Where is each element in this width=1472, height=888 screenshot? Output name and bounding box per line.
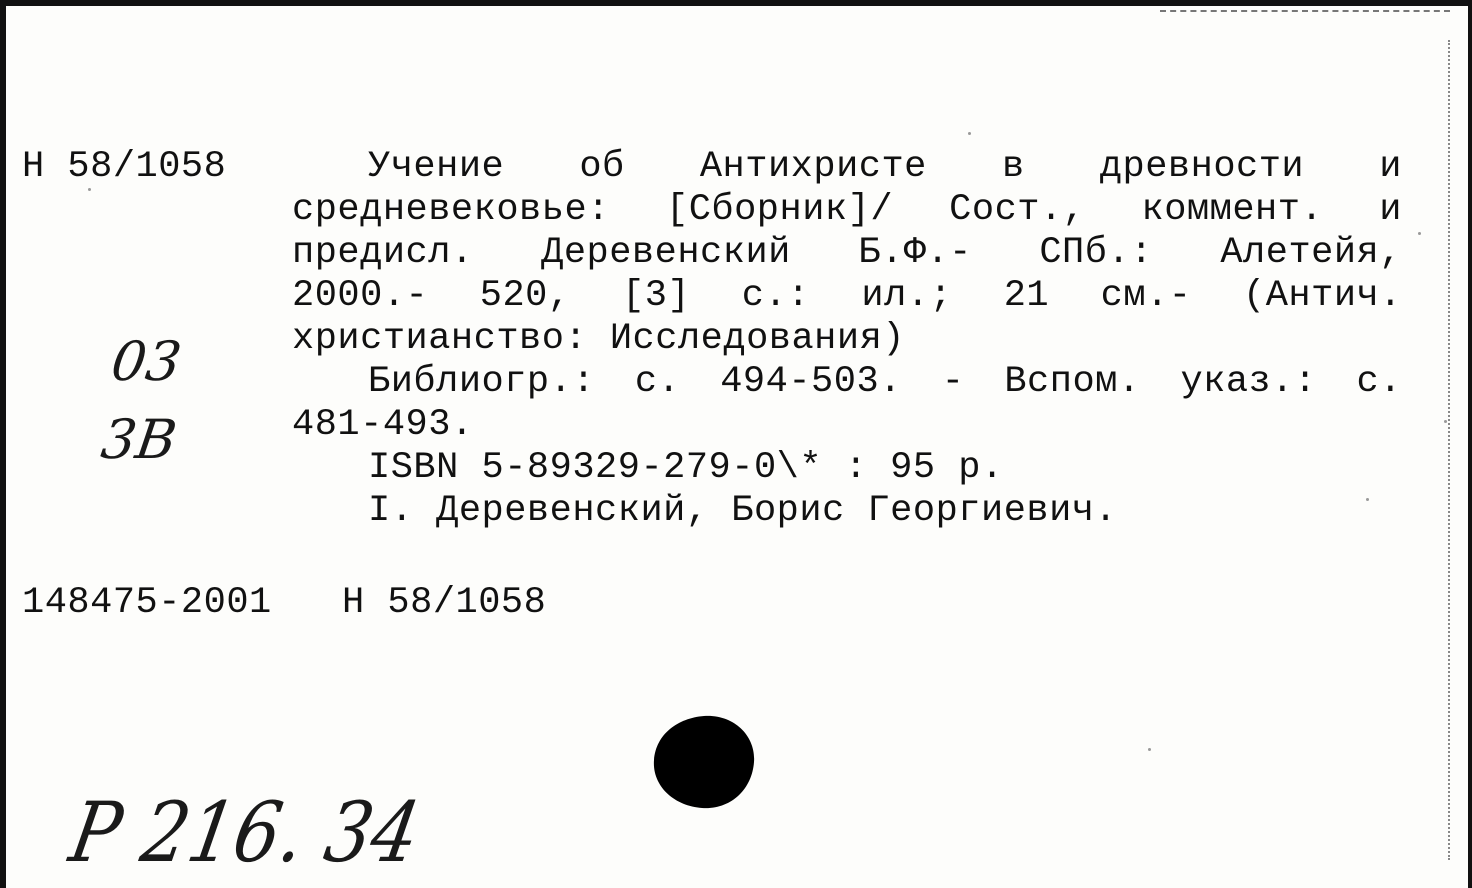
entry-word: ил.; — [861, 275, 953, 317]
entry-line-1 — [292, 146, 1402, 189]
entry-word: 494-503. — [720, 361, 902, 403]
entry-word: [3] — [622, 275, 691, 317]
handwritten-call-number: Р 216. 34 — [63, 783, 427, 881]
entry-word: Сост., — [949, 189, 1086, 231]
paper-speck — [1148, 748, 1151, 751]
isbn-line: ISBN 5-89329-279-0\* : 95 р. — [368, 447, 1004, 489]
dotted-edge-line — [1448, 40, 1450, 860]
bibliography-line-2: 481-493. — [292, 404, 474, 446]
entry-line-4 — [292, 275, 1402, 318]
entry-word: об — [579, 146, 625, 188]
inventory-number: 148475-2001 — [22, 582, 272, 624]
entry-word: - — [941, 361, 965, 403]
entry-word: предисл. — [292, 232, 474, 274]
paper-speck — [1418, 232, 1421, 235]
entry-word: (Антич. — [1243, 275, 1402, 317]
added-entry-line: I. Деревенский, Борис Георгиевич. — [368, 490, 1118, 532]
card-border-right — [1468, 0, 1472, 888]
paper-speck — [88, 188, 91, 191]
entry-line-2 — [292, 189, 1402, 232]
entry-word: и — [1379, 189, 1402, 231]
entry-word: Библиогр.: — [368, 361, 596, 403]
entry-word: с.: — [741, 275, 810, 317]
entry-word: и — [1379, 146, 1402, 188]
entry-word: 21 — [1003, 275, 1050, 317]
entry-word: [Сборник]/ — [665, 189, 894, 231]
entry-line-3 — [292, 232, 1402, 275]
entry-word: коммент. — [1141, 189, 1324, 231]
entry-word: указ.: — [1180, 361, 1317, 403]
paper-speck — [968, 132, 971, 135]
handwritten-mark-3b: 3В — [97, 408, 181, 471]
paper-speck — [1366, 498, 1369, 501]
entry-word: Алетейя, — [1220, 232, 1402, 274]
entry-word: см.- — [1100, 275, 1192, 317]
entry-word: Деревенский — [541, 232, 791, 274]
entry-word: 520, — [479, 275, 571, 317]
entry-word: средневековье: — [292, 189, 610, 231]
entry-word: с. — [634, 361, 681, 403]
entry-word: Б.Ф.- — [858, 232, 972, 274]
paper-speck — [1444, 420, 1447, 423]
dashed-edge-line — [1160, 10, 1450, 12]
entry-word: с. — [1356, 361, 1402, 403]
inventory-shelf-mark: Н 58/1058 — [342, 582, 547, 624]
bibliographic-entry — [292, 146, 1402, 533]
entry-line-5: христианство: Исследования) — [292, 318, 905, 360]
punch-hole — [650, 712, 758, 812]
entry-word: Антихристе — [699, 146, 927, 188]
entry-word: СПб.: — [1039, 232, 1153, 274]
entry-word: в — [1001, 146, 1025, 188]
entry-word: древности — [1099, 146, 1305, 188]
entry-word: Учение — [368, 146, 505, 188]
entry-word: 2000.- — [292, 275, 429, 317]
shelf-mark: Н 58/1058 — [22, 146, 227, 188]
card-border-top — [0, 0, 1472, 6]
card-border-left — [0, 0, 6, 888]
entry-word: Вспом. — [1004, 361, 1141, 403]
handwritten-mark-03: 03 — [107, 330, 186, 393]
bibliography-line-1 — [292, 361, 1402, 404]
